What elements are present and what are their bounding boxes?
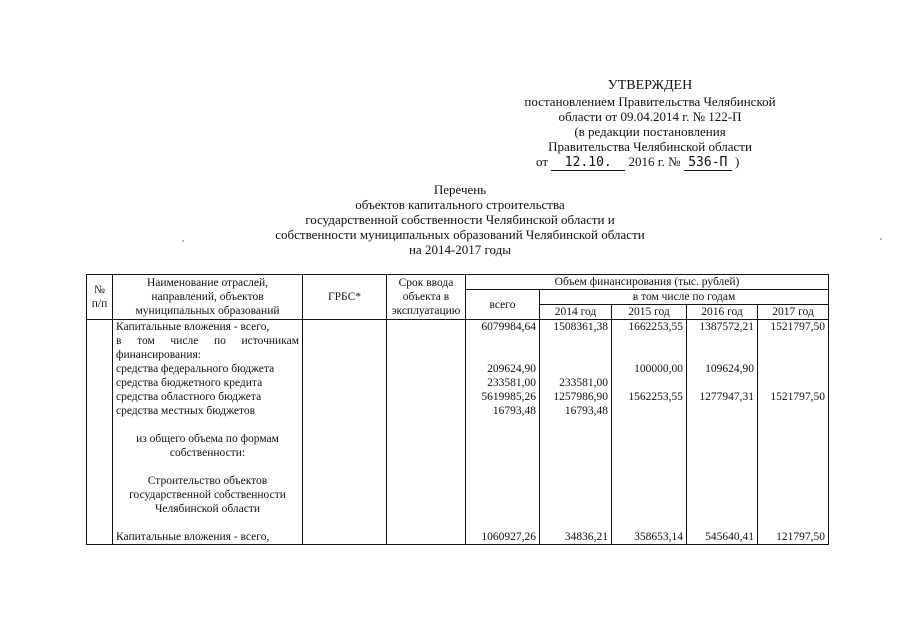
cell-total: 16793,48 bbox=[466, 404, 540, 418]
heading-line-5: на 2014-2017 годы bbox=[408, 242, 512, 257]
heading-line-4: собственности муниципальных образований Челябинской области bbox=[275, 227, 645, 242]
scan-speck bbox=[880, 238, 882, 240]
heading-line-1: Перечень bbox=[433, 182, 487, 197]
cell-term bbox=[387, 362, 466, 376]
cell-term bbox=[387, 320, 466, 335]
header-year-2016: 2016 год bbox=[687, 305, 758, 320]
heading-line-2: объектов капитального строительства bbox=[355, 197, 565, 212]
cell-num bbox=[87, 530, 113, 545]
cell-num bbox=[87, 390, 113, 404]
table-row bbox=[87, 348, 829, 362]
cell-name: средства бюджетного кредита bbox=[113, 376, 303, 390]
cell-grbs bbox=[303, 390, 387, 404]
header-year-2014: 2014 год bbox=[540, 305, 612, 320]
cell-grbs bbox=[303, 376, 387, 390]
cell-2016: 545640,41 bbox=[687, 530, 758, 545]
approval-line-2: области от 09.04.2014 г. № 122-П bbox=[558, 109, 742, 124]
cell-2017 bbox=[758, 334, 829, 348]
cell-2015: 1562253,55 bbox=[612, 390, 687, 404]
sig-year: 2016 г. № bbox=[628, 154, 681, 169]
cell-term bbox=[387, 334, 466, 348]
cell-term bbox=[387, 404, 466, 418]
table-row bbox=[87, 362, 829, 376]
sig-prefix: от bbox=[536, 154, 549, 169]
cell-total: 5619985,26 bbox=[466, 390, 540, 404]
cell-grbs bbox=[303, 404, 387, 418]
cell-2014 bbox=[540, 348, 612, 362]
section-heading bbox=[113, 474, 303, 516]
header-by-years: в том числе по годам bbox=[540, 290, 829, 305]
table-row bbox=[87, 404, 829, 418]
cell-2016 bbox=[687, 404, 758, 418]
cell-2016: 1387572,21 bbox=[687, 320, 758, 335]
cell-num bbox=[87, 376, 113, 390]
cell-2016 bbox=[687, 348, 758, 362]
cell-name: Капитальные вложения - всего, bbox=[113, 320, 303, 335]
header-year-2017: 2017 год bbox=[758, 305, 829, 320]
cell-2015 bbox=[612, 348, 687, 362]
cell-name: средства областного бюджета bbox=[113, 390, 303, 404]
cell-2017 bbox=[758, 362, 829, 376]
cell-name: Капитальные вложения - всего, bbox=[113, 530, 303, 545]
header-num: № п/п bbox=[87, 275, 113, 320]
cell-total: 6079984,64 bbox=[466, 320, 540, 335]
cell-term bbox=[387, 376, 466, 390]
approval-block bbox=[500, 78, 800, 171]
table-row bbox=[87, 530, 829, 545]
table-spacer-row bbox=[87, 460, 829, 474]
cell-2017 bbox=[758, 348, 829, 362]
cell-num bbox=[87, 348, 113, 362]
financing-table bbox=[86, 274, 829, 545]
cell-2014: 1257986,90 bbox=[540, 390, 612, 404]
cell-term bbox=[387, 390, 466, 404]
forms-subheading bbox=[113, 432, 303, 460]
approval-signature-line bbox=[500, 154, 800, 171]
table-row bbox=[87, 320, 829, 335]
cell-2017: 1521797,50 bbox=[758, 320, 829, 335]
cell-grbs bbox=[303, 348, 387, 362]
cell-2017 bbox=[758, 376, 829, 390]
handwritten-number: 536-П bbox=[684, 155, 732, 171]
table-spacer-row bbox=[87, 418, 829, 432]
table-row bbox=[87, 376, 829, 390]
cell-2015: 358653,14 bbox=[612, 530, 687, 545]
cell-2015: 100000,00 bbox=[612, 362, 687, 376]
cell-grbs bbox=[303, 362, 387, 376]
table-row bbox=[87, 474, 829, 516]
header-funding: Объем финансирования (тыс. рублей) bbox=[466, 275, 829, 290]
cell-total bbox=[466, 348, 540, 362]
header-year-2015: 2015 год bbox=[612, 305, 687, 320]
cell-num bbox=[87, 334, 113, 348]
cell-2014: 233581,00 bbox=[540, 376, 612, 390]
cell-grbs bbox=[303, 334, 387, 348]
forms-line-1: из общего объема по формам bbox=[136, 433, 279, 445]
cell-2017: 1521797,50 bbox=[758, 390, 829, 404]
section-line-3: Челябинской области bbox=[154, 503, 261, 515]
approval-line-3: (в редакции постановления bbox=[574, 124, 726, 139]
cell-name: в том числе по источникам bbox=[113, 334, 303, 348]
header-term: Срок ввода объекта в эксплуатацию bbox=[387, 275, 466, 320]
cell-total: 233581,00 bbox=[466, 376, 540, 390]
cell-2014: 16793,48 bbox=[540, 404, 612, 418]
financing-table-wrapper bbox=[86, 274, 828, 545]
cell-num bbox=[87, 320, 113, 335]
cell-2014: 34836,21 bbox=[540, 530, 612, 545]
cell-2014 bbox=[540, 362, 612, 376]
scan-speck bbox=[182, 240, 184, 242]
cell-total: 1060927,26 bbox=[466, 530, 540, 545]
cell-total: 209624,90 bbox=[466, 362, 540, 376]
approval-line-1: постановлением Правительства Челябинской bbox=[524, 94, 776, 109]
section-line-1: Строительство объектов bbox=[147, 475, 268, 487]
cell-total bbox=[466, 334, 540, 348]
document-heading bbox=[200, 182, 720, 257]
cell-2016 bbox=[687, 376, 758, 390]
section-line-2: государственной собственности bbox=[129, 489, 286, 501]
cell-name: средства местных бюджетов bbox=[113, 404, 303, 418]
cell-2014: 1508361,38 bbox=[540, 320, 612, 335]
cell-grbs bbox=[303, 530, 387, 545]
cell-term bbox=[387, 530, 466, 545]
cell-2017: 121797,50 bbox=[758, 530, 829, 545]
cell-term bbox=[387, 348, 466, 362]
cell-2016 bbox=[687, 334, 758, 348]
header-total: всего bbox=[466, 290, 540, 320]
cell-2015 bbox=[612, 404, 687, 418]
forms-line-2: собственности: bbox=[169, 447, 246, 459]
cell-2015: 1662253,55 bbox=[612, 320, 687, 335]
table-row bbox=[87, 390, 829, 404]
approval-title: УТВЕРЖДЕН bbox=[607, 78, 693, 93]
sig-close: ) bbox=[735, 154, 740, 169]
cell-num bbox=[87, 362, 113, 376]
cell-name: финансирования: bbox=[113, 348, 303, 362]
handwritten-date: 12.10. bbox=[551, 155, 625, 171]
cell-2014 bbox=[540, 334, 612, 348]
approval-line-4: Правительства Челябинской области bbox=[548, 139, 752, 154]
cell-num bbox=[87, 404, 113, 418]
table-row bbox=[87, 334, 829, 348]
table-spacer-row bbox=[87, 516, 829, 530]
header-grbs: ГРБС* bbox=[303, 275, 387, 320]
cell-2015 bbox=[612, 376, 687, 390]
cell-2016: 109624,90 bbox=[687, 362, 758, 376]
cell-name: средства федерального бюджета bbox=[113, 362, 303, 376]
cell-2016: 1277947,31 bbox=[687, 390, 758, 404]
cell-grbs bbox=[303, 320, 387, 335]
table-row bbox=[87, 432, 829, 460]
heading-line-3: государственной собственности Челябинской области и bbox=[305, 212, 615, 227]
header-name: Наименование отраслей, направлений, объектов муниципальных образований bbox=[113, 275, 303, 320]
cell-2017 bbox=[758, 404, 829, 418]
cell-2015 bbox=[612, 334, 687, 348]
